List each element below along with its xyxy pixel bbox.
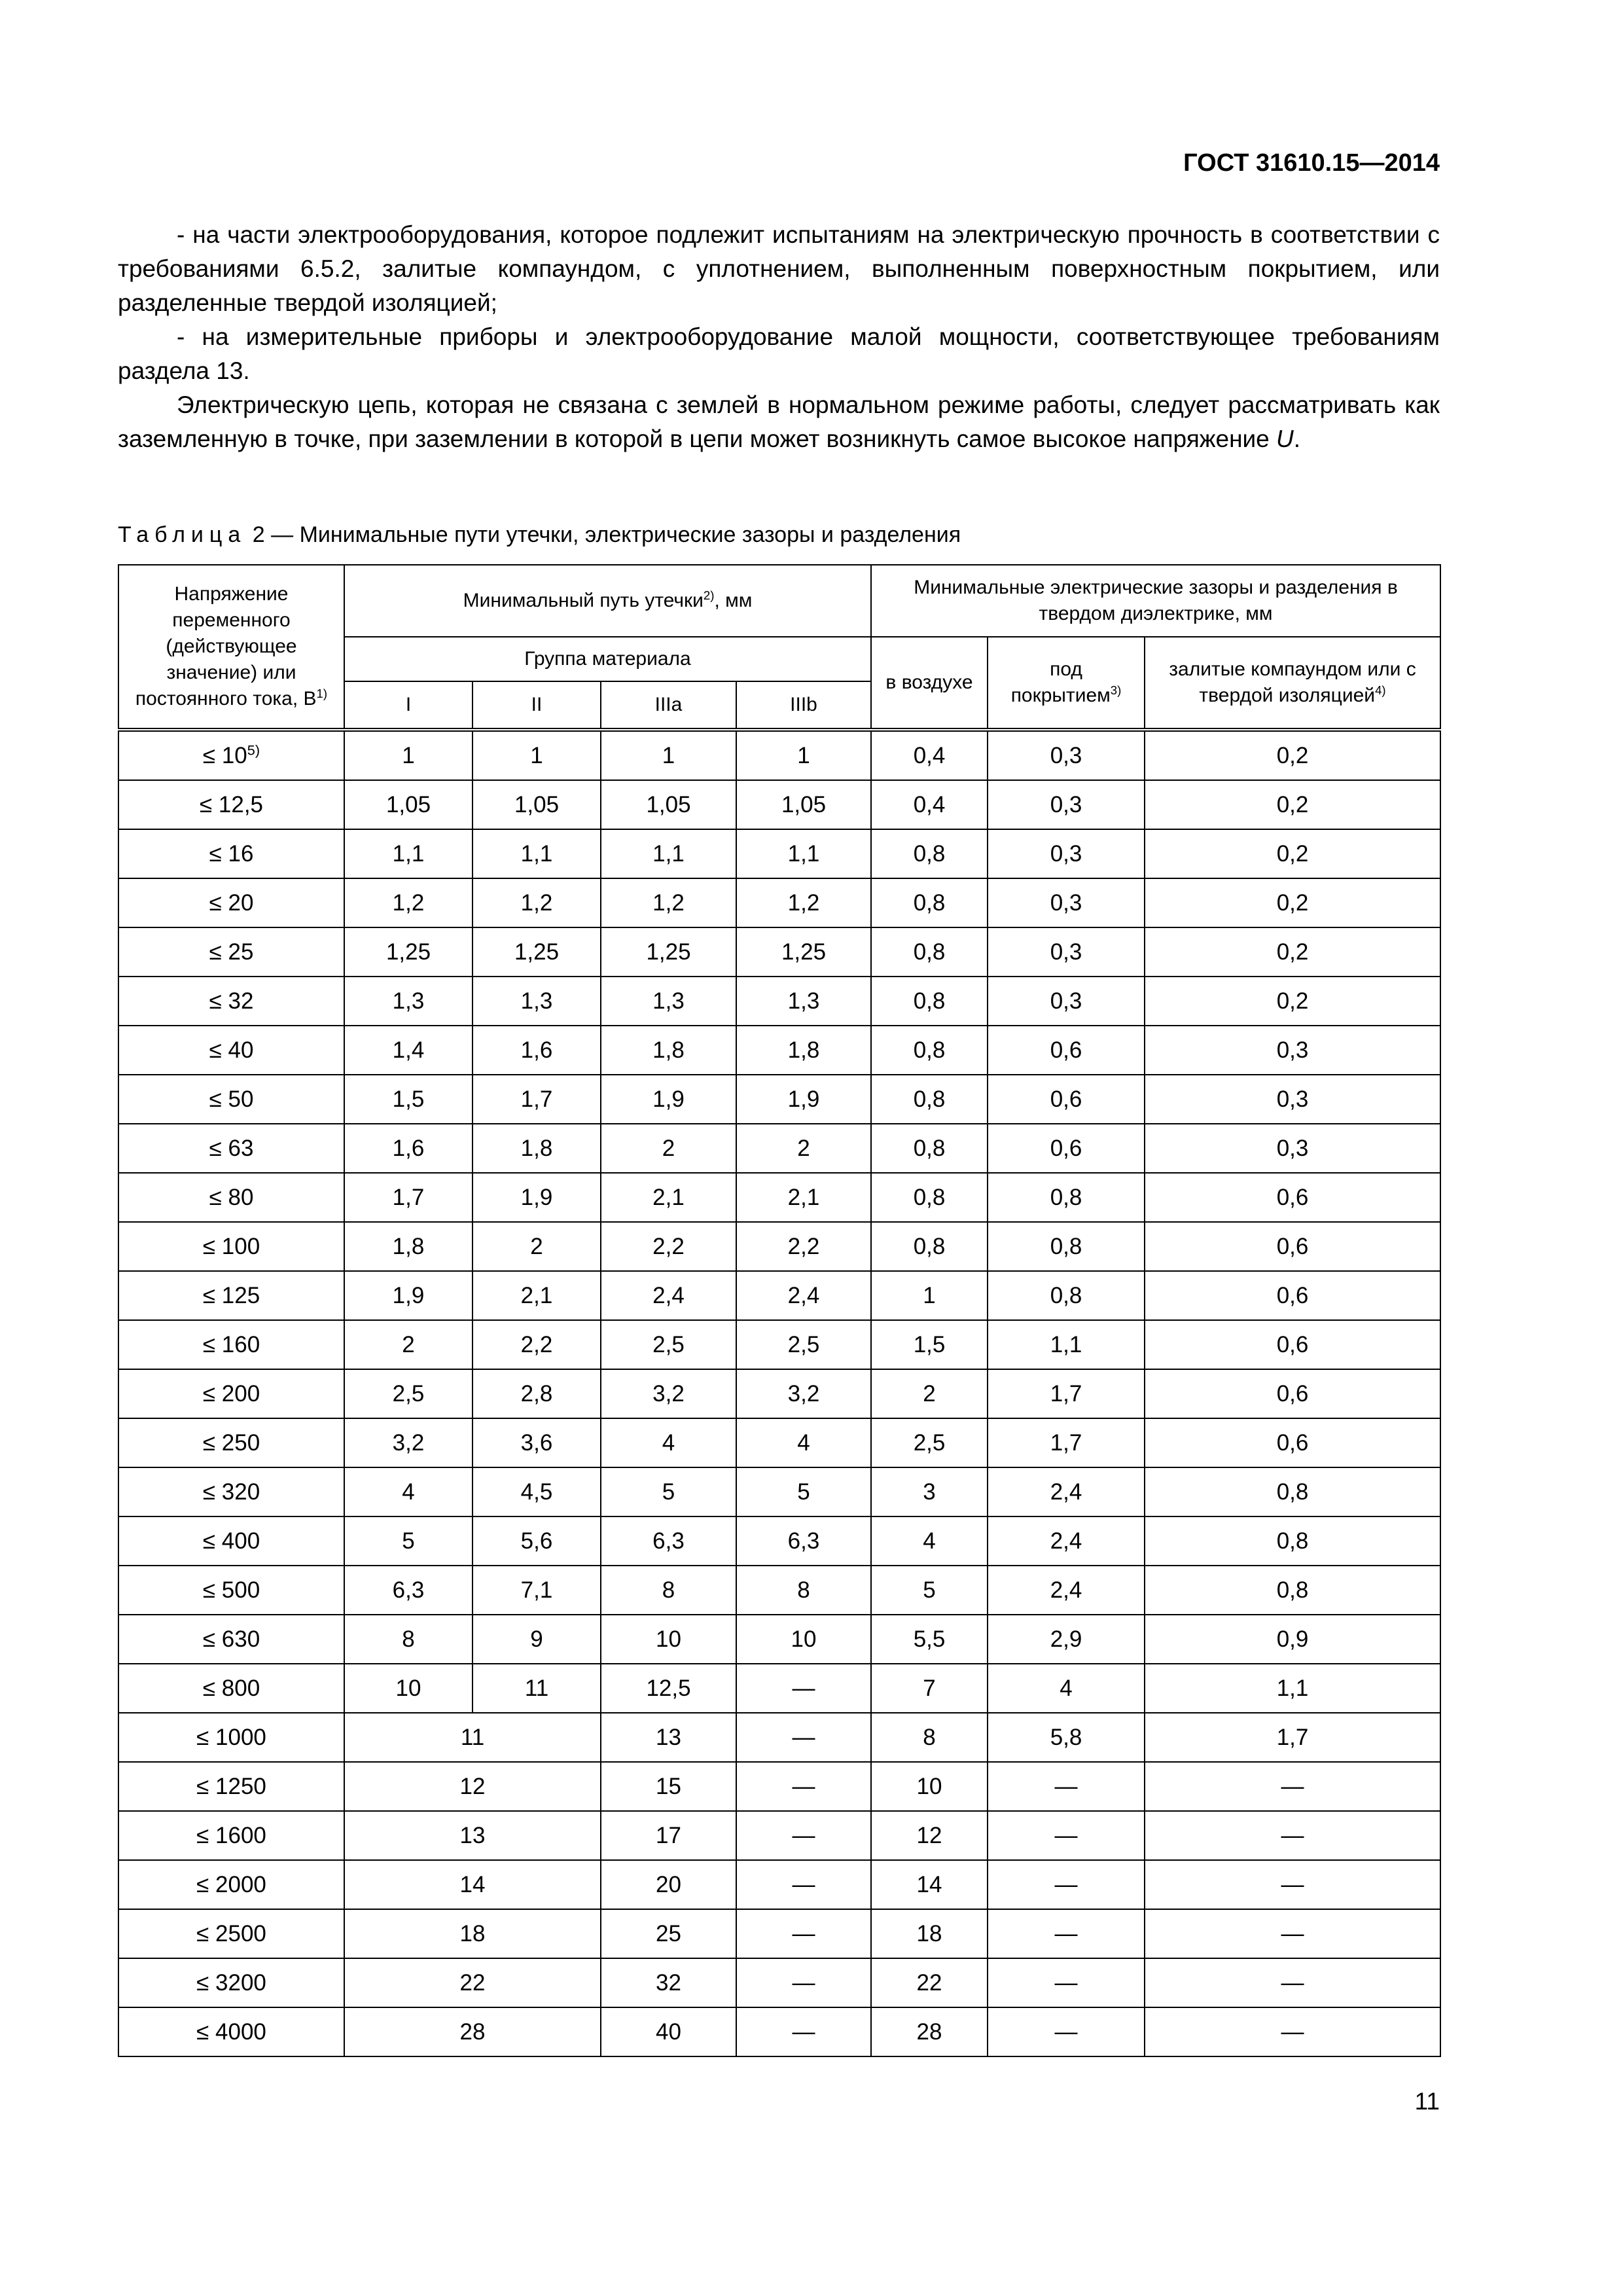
table-cell: 0,6 — [1145, 1222, 1440, 1271]
table-cell: 1,8 — [344, 1222, 473, 1271]
table-cell: — — [1145, 1958, 1440, 2007]
table-cell: 4 — [988, 1664, 1145, 1713]
table-row — [118, 1418, 1440, 1467]
table-cell: 0,8 — [871, 977, 988, 1026]
table-cell: — — [1145, 1909, 1440, 1958]
table-cell: ≤ 1000 — [118, 1713, 344, 1762]
table-cell: 1,3 — [736, 977, 871, 1026]
table-cell: 10 — [344, 1664, 473, 1713]
table-cell: 10 — [601, 1615, 736, 1664]
table-cell: 14 — [871, 1860, 988, 1909]
table-cell: 2,5 — [344, 1369, 473, 1418]
table-cell: 1,3 — [344, 977, 473, 1026]
table-cell: ≤ 320 — [118, 1467, 344, 1516]
table-row — [118, 1713, 1440, 1762]
table-cell: 0,2 — [1145, 927, 1440, 977]
table-cell: 9 — [473, 1615, 601, 1664]
table-cell: — — [1145, 1811, 1440, 1860]
table-cell: 1 — [871, 1271, 988, 1320]
table-cell: 1,05 — [736, 780, 871, 829]
table-cell: ≤ 16 — [118, 829, 344, 878]
header-creepage: Минимальный путь утечки$^{2)}$, мм — [344, 565, 871, 637]
table-cell: 0,3 — [1145, 1124, 1440, 1173]
table-cell: 1,2 — [736, 878, 871, 927]
caption-text: — Минимальные пути утечки, электрические зазоры и разделения — [264, 522, 961, 547]
table-cell: 2,2 — [601, 1222, 736, 1271]
table-cell: 1,9 — [736, 1075, 871, 1124]
table-cell: 2,1 — [473, 1271, 601, 1320]
table-cell: ≤ 400 — [118, 1516, 344, 1566]
table-cell: 1,1 — [988, 1320, 1145, 1369]
table-row — [118, 1615, 1440, 1664]
table-cell: 5,5 — [871, 1615, 988, 1664]
table-cell: 1,7 — [988, 1418, 1145, 1467]
table-row — [118, 977, 1440, 1026]
table-cell: 0,6 — [1145, 1173, 1440, 1222]
header-air: в воздухе — [871, 637, 988, 730]
table-cell: 2 — [473, 1222, 601, 1271]
table-row — [118, 1075, 1440, 1124]
table-cell: 0,6 — [988, 1075, 1145, 1124]
table-cell: — — [736, 1909, 871, 1958]
table-cell: 0,6 — [1145, 1320, 1440, 1369]
table-row — [118, 1026, 1440, 1075]
table-cell: — — [988, 1958, 1145, 2007]
caption-number: 2 — [252, 522, 265, 547]
table-cell: 2,4 — [988, 1516, 1145, 1566]
table-cell: 13 — [601, 1713, 736, 1762]
table-cell: 2,5 — [601, 1320, 736, 1369]
table-cell: — — [988, 1909, 1145, 1958]
table-cell: 1,3 — [601, 977, 736, 1026]
table-cell: 2,8 — [473, 1369, 601, 1418]
table-row — [118, 1320, 1440, 1369]
table-cell: ≤ 500 — [118, 1566, 344, 1615]
table-cell: ≤ 800 — [118, 1664, 344, 1713]
table-cell: 8 — [601, 1566, 736, 1615]
table-cell: — — [988, 1811, 1145, 1860]
table-cell: 0,8 — [988, 1173, 1145, 1222]
table-cell: ≤ 20 — [118, 878, 344, 927]
table-cell: ≤ 100 — [118, 1222, 344, 1271]
table-cell: 0,2 — [1145, 977, 1440, 1026]
header-voltage: Напряжение переменного (действующее значение) или постоянного тока, $В^{1)}$ — [118, 565, 344, 730]
table-cell: 1,7 — [1145, 1713, 1440, 1762]
header-material-group: Группа материала — [344, 637, 871, 681]
table-cell: ≤ 2000 — [118, 1860, 344, 1909]
table-cell: 1 — [473, 730, 601, 780]
table-cell: 4 — [871, 1516, 988, 1566]
table-cell: 0,8 — [871, 1173, 988, 1222]
table-cell: 2,9 — [988, 1615, 1145, 1664]
table-cell: 4 — [344, 1467, 473, 1516]
table-cell: 0,6 — [988, 1026, 1145, 1075]
header-group-iiib: IIIb — [736, 681, 871, 730]
table-cell: 1,05 — [473, 780, 601, 829]
table-cell: 1,9 — [344, 1271, 473, 1320]
table-cell: 18 — [344, 1909, 601, 1958]
table-cell: 40 — [601, 2007, 736, 2056]
table-cell: 0,6 — [1145, 1369, 1440, 1418]
clearance-table — [118, 564, 1441, 2057]
table-cell: ≤ 1600 — [118, 1811, 344, 1860]
table-cell: 1,25 — [344, 927, 473, 977]
table-cell: 22 — [344, 1958, 601, 2007]
table-row — [118, 1516, 1440, 1566]
table-cell: 1,7 — [344, 1173, 473, 1222]
table-cell: 1 — [736, 730, 871, 780]
table-cell: — — [736, 2007, 871, 2056]
table-row — [118, 1566, 1440, 1615]
table-cell: 0,6 — [1145, 1418, 1440, 1467]
table-cell: 5 — [736, 1467, 871, 1516]
table-cell: 12 — [871, 1811, 988, 1860]
table-cell: 12,5 — [601, 1664, 736, 1713]
table-cell: 10 — [871, 1762, 988, 1811]
table-row — [118, 1369, 1440, 1418]
table-cell: — — [988, 1860, 1145, 1909]
header-group-i: I — [344, 681, 473, 730]
table-cell: 0,9 — [1145, 1615, 1440, 1664]
table-cell: 0,8 — [988, 1271, 1145, 1320]
table-cell: ≤ 200 — [118, 1369, 344, 1418]
table-cell: 1,1 — [601, 829, 736, 878]
table-cell: 1,7 — [988, 1369, 1145, 1418]
table-cell: 14 — [344, 1860, 601, 1909]
table-cell: 1,3 — [473, 977, 601, 1026]
table-cell: 0,6 — [1145, 1271, 1440, 1320]
table-cell: 1 — [344, 730, 473, 780]
table-cell: ≤ 32 — [118, 977, 344, 1026]
table-cell: 8 — [344, 1615, 473, 1664]
table-row — [118, 780, 1440, 829]
table-cell: 1,4 — [344, 1026, 473, 1075]
table-row — [118, 878, 1440, 927]
table-row — [118, 1124, 1440, 1173]
table-row — [118, 1664, 1440, 1713]
table-cell: 11 — [473, 1664, 601, 1713]
table-cell: 13 — [344, 1811, 601, 1860]
table-row — [118, 1762, 1440, 1811]
table-cell: 3 — [871, 1467, 988, 1516]
table-cell: — — [1145, 1762, 1440, 1811]
table-cell: — — [988, 1762, 1145, 1811]
table-cell: ≤ 630 — [118, 1615, 344, 1664]
table-cell: — — [736, 1713, 871, 1762]
header-coating: под покрытием$^{3)}$ — [988, 637, 1145, 730]
table-cell: 1,1 — [344, 829, 473, 878]
table-cell: 1,9 — [601, 1075, 736, 1124]
table-cell: 0,2 — [1145, 829, 1440, 878]
table-cell: — — [736, 1958, 871, 2007]
header-group-iiia: IIIa — [601, 681, 736, 730]
table-cell: 0,3 — [988, 927, 1145, 977]
table-cell: 2,2 — [473, 1320, 601, 1369]
table-caption — [118, 520, 1440, 549]
table-cell: 1,05 — [344, 780, 473, 829]
table-cell: 0,8 — [871, 1075, 988, 1124]
table-cell: 1,8 — [736, 1026, 871, 1075]
table-cell: ≤ 125 — [118, 1271, 344, 1320]
table-cell: 3,2 — [601, 1369, 736, 1418]
table-cell: 0,8 — [988, 1222, 1145, 1271]
table-cell: 2 — [871, 1369, 988, 1418]
table-cell: 15 — [601, 1762, 736, 1811]
header-group-ii: II — [473, 681, 601, 730]
table-body — [118, 730, 1440, 2056]
table-cell: 3,2 — [736, 1369, 871, 1418]
table-cell: 17 — [601, 1811, 736, 1860]
table-cell: 1,6 — [344, 1124, 473, 1173]
paragraph — [118, 388, 1440, 456]
table-cell: 7,1 — [473, 1566, 601, 1615]
table-cell: 0,8 — [1145, 1467, 1440, 1516]
document-header — [118, 149, 1440, 177]
table-cell: ≤ 50 — [118, 1075, 344, 1124]
table-cell: 1,1 — [1145, 1664, 1440, 1713]
paragraph-text: Электрическую цепь, которая не связана с землей в нормальном режиме работы, следует рассматривать как заземленную в точке, при заземлении в которой в цепи может возникнуть самое высокое напряжение — [118, 391, 1440, 452]
page-number: 11 — [1414, 2088, 1440, 2115]
table-cell: 11 — [344, 1713, 601, 1762]
table-cell: 2,5 — [736, 1320, 871, 1369]
table-cell: 1,6 — [473, 1026, 601, 1075]
doc-id: ГОСТ 31610.15—2014 — [1183, 149, 1440, 177]
table-cell: 0,3 — [988, 829, 1145, 878]
table-row — [118, 730, 1440, 780]
table-cell: 1,8 — [473, 1124, 601, 1173]
table-cell: 1,25 — [473, 927, 601, 977]
table-cell: 2,4 — [988, 1566, 1145, 1615]
table-cell: 32 — [601, 1958, 736, 2007]
table-cell: 4 — [601, 1418, 736, 1467]
table-cell: 2 — [601, 1124, 736, 1173]
paragraph-variable: U — [1276, 425, 1294, 452]
table-cell: ≤ 3200 — [118, 1958, 344, 2007]
table-cell: — — [736, 1811, 871, 1860]
table-cell: 0,6 — [988, 1124, 1145, 1173]
table-cell: 6,3 — [736, 1516, 871, 1566]
table-cell: 5 — [601, 1467, 736, 1516]
table-cell: 3,6 — [473, 1418, 601, 1467]
table-cell: 5 — [871, 1566, 988, 1615]
table-cell: 0,2 — [1145, 780, 1440, 829]
table-cell: 20 — [601, 1860, 736, 1909]
caption-label: Таблица — [118, 522, 247, 547]
table-row — [118, 1222, 1440, 1271]
table-cell: 0,4 — [871, 780, 988, 829]
table-cell: — — [736, 1860, 871, 1909]
table-cell: — — [736, 1664, 871, 1713]
table-cell: 2,1 — [601, 1173, 736, 1222]
table-cell: 2,1 — [736, 1173, 871, 1222]
table-cell: 10 — [736, 1615, 871, 1664]
paragraph: - на измерительные приборы и электрооборудование малой мощности, соответствующее требованиям раздела 13. — [118, 323, 1440, 384]
table-cell: 1,8 — [601, 1026, 736, 1075]
table-cell: — — [988, 2007, 1145, 2056]
table-cell: 1,2 — [344, 878, 473, 927]
table-row — [118, 829, 1440, 878]
table-cell: 8 — [871, 1713, 988, 1762]
table-cell: 4 — [736, 1418, 871, 1467]
table-cell: ≤ 40 — [118, 1026, 344, 1075]
table-cell: 0,8 — [871, 1124, 988, 1173]
table-cell: 2,5 — [871, 1418, 988, 1467]
table-cell: 5,6 — [473, 1516, 601, 1566]
table-cell: 12 — [344, 1762, 601, 1811]
table-cell: 28 — [871, 2007, 988, 2056]
table-cell: 1,25 — [601, 927, 736, 977]
table-cell: 1,05 — [601, 780, 736, 829]
table-cell: ≤ $10^{5)}$ — [118, 730, 344, 780]
header-clearance: Минимальные электрические зазоры и разделения в твердом диэлектрике, мм — [871, 565, 1440, 637]
table-cell: 6,3 — [601, 1516, 736, 1566]
table-cell: 1,7 — [473, 1075, 601, 1124]
table-row — [118, 1271, 1440, 1320]
table-cell: 8 — [736, 1566, 871, 1615]
table-cell: — — [1145, 1860, 1440, 1909]
table-cell: ≤ 250 — [118, 1418, 344, 1467]
table-cell: 0,4 — [871, 730, 988, 780]
table-cell: 0,8 — [871, 878, 988, 927]
table-cell: 2 — [344, 1320, 473, 1369]
table-row — [118, 1860, 1440, 1909]
table-cell: — — [1145, 2007, 1440, 2056]
table-cell: 1,25 — [736, 927, 871, 977]
paragraph-end: . — [1293, 425, 1301, 452]
table-cell: 3,2 — [344, 1418, 473, 1467]
table-cell: 28 — [344, 2007, 601, 2056]
table-cell: 2,2 — [736, 1222, 871, 1271]
table-cell: 1,2 — [473, 878, 601, 927]
table-cell: 0,8 — [871, 927, 988, 977]
table-cell: ≤ 4000 — [118, 2007, 344, 2056]
table-cell: 0,8 — [1145, 1566, 1440, 1615]
table-row — [118, 1173, 1440, 1222]
paragraph: - на части электрооборудования, которое подлежит испытаниям на электрическую прочность в соответствии с требованиями 6.5.2, залитые компаундом, с уплотнением, выполненным поверхностным покрытием, или разделенные твердой изоляцией; — [118, 221, 1440, 316]
table-cell: 0,8 — [871, 1222, 988, 1271]
table-row — [118, 2007, 1440, 2056]
table-row — [118, 1811, 1440, 1860]
table-cell: 0,3 — [988, 730, 1145, 780]
table-cell: 1,1 — [736, 829, 871, 878]
table-cell: 22 — [871, 1958, 988, 2007]
table-cell: 0,8 — [1145, 1516, 1440, 1566]
table-cell: 0,8 — [871, 829, 988, 878]
table-cell: 7 — [871, 1664, 988, 1713]
table-cell: ≤ 2500 — [118, 1909, 344, 1958]
table-cell: ≤ 12,5 — [118, 780, 344, 829]
table-cell: 2,4 — [736, 1271, 871, 1320]
table-cell: 2,4 — [988, 1467, 1145, 1516]
table-cell: 0,3 — [1145, 1075, 1440, 1124]
table-cell: 1,9 — [473, 1173, 601, 1222]
table-cell: 5 — [344, 1516, 473, 1566]
table-cell: 1,5 — [871, 1320, 988, 1369]
table-row — [118, 1958, 1440, 2007]
table-cell: 0,3 — [988, 780, 1145, 829]
table-cell: 1,1 — [473, 829, 601, 878]
table-cell: ≤ 25 — [118, 927, 344, 977]
table-row — [118, 1909, 1440, 1958]
body-text — [118, 218, 1440, 456]
header-compound: залитые компаундом или с твердой изоляцией$^{4)}$ — [1145, 637, 1440, 730]
table-cell: 5,8 — [988, 1713, 1145, 1762]
table-cell: 0,3 — [988, 977, 1145, 1026]
table-cell: 1,2 — [601, 878, 736, 927]
table-cell: 0,3 — [1145, 1026, 1440, 1075]
table-cell: 18 — [871, 1909, 988, 1958]
table-cell: 25 — [601, 1909, 736, 1958]
table-cell: 6,3 — [344, 1566, 473, 1615]
table-cell: ≤ 63 — [118, 1124, 344, 1173]
table-cell: ≤ 1250 — [118, 1762, 344, 1811]
table-cell: 4,5 — [473, 1467, 601, 1516]
table-cell: ≤ 80 — [118, 1173, 344, 1222]
table-cell: ≤ 160 — [118, 1320, 344, 1369]
table-cell: 2,4 — [601, 1271, 736, 1320]
table-cell: 1,5 — [344, 1075, 473, 1124]
table-cell: 1 — [601, 730, 736, 780]
table-cell: 2 — [736, 1124, 871, 1173]
table-cell: 0,2 — [1145, 730, 1440, 780]
table-cell: 0,2 — [1145, 878, 1440, 927]
table-row — [118, 927, 1440, 977]
table-row — [118, 1467, 1440, 1516]
table-cell: — — [736, 1762, 871, 1811]
table-cell: 0,3 — [988, 878, 1145, 927]
table-cell: 0,8 — [871, 1026, 988, 1075]
